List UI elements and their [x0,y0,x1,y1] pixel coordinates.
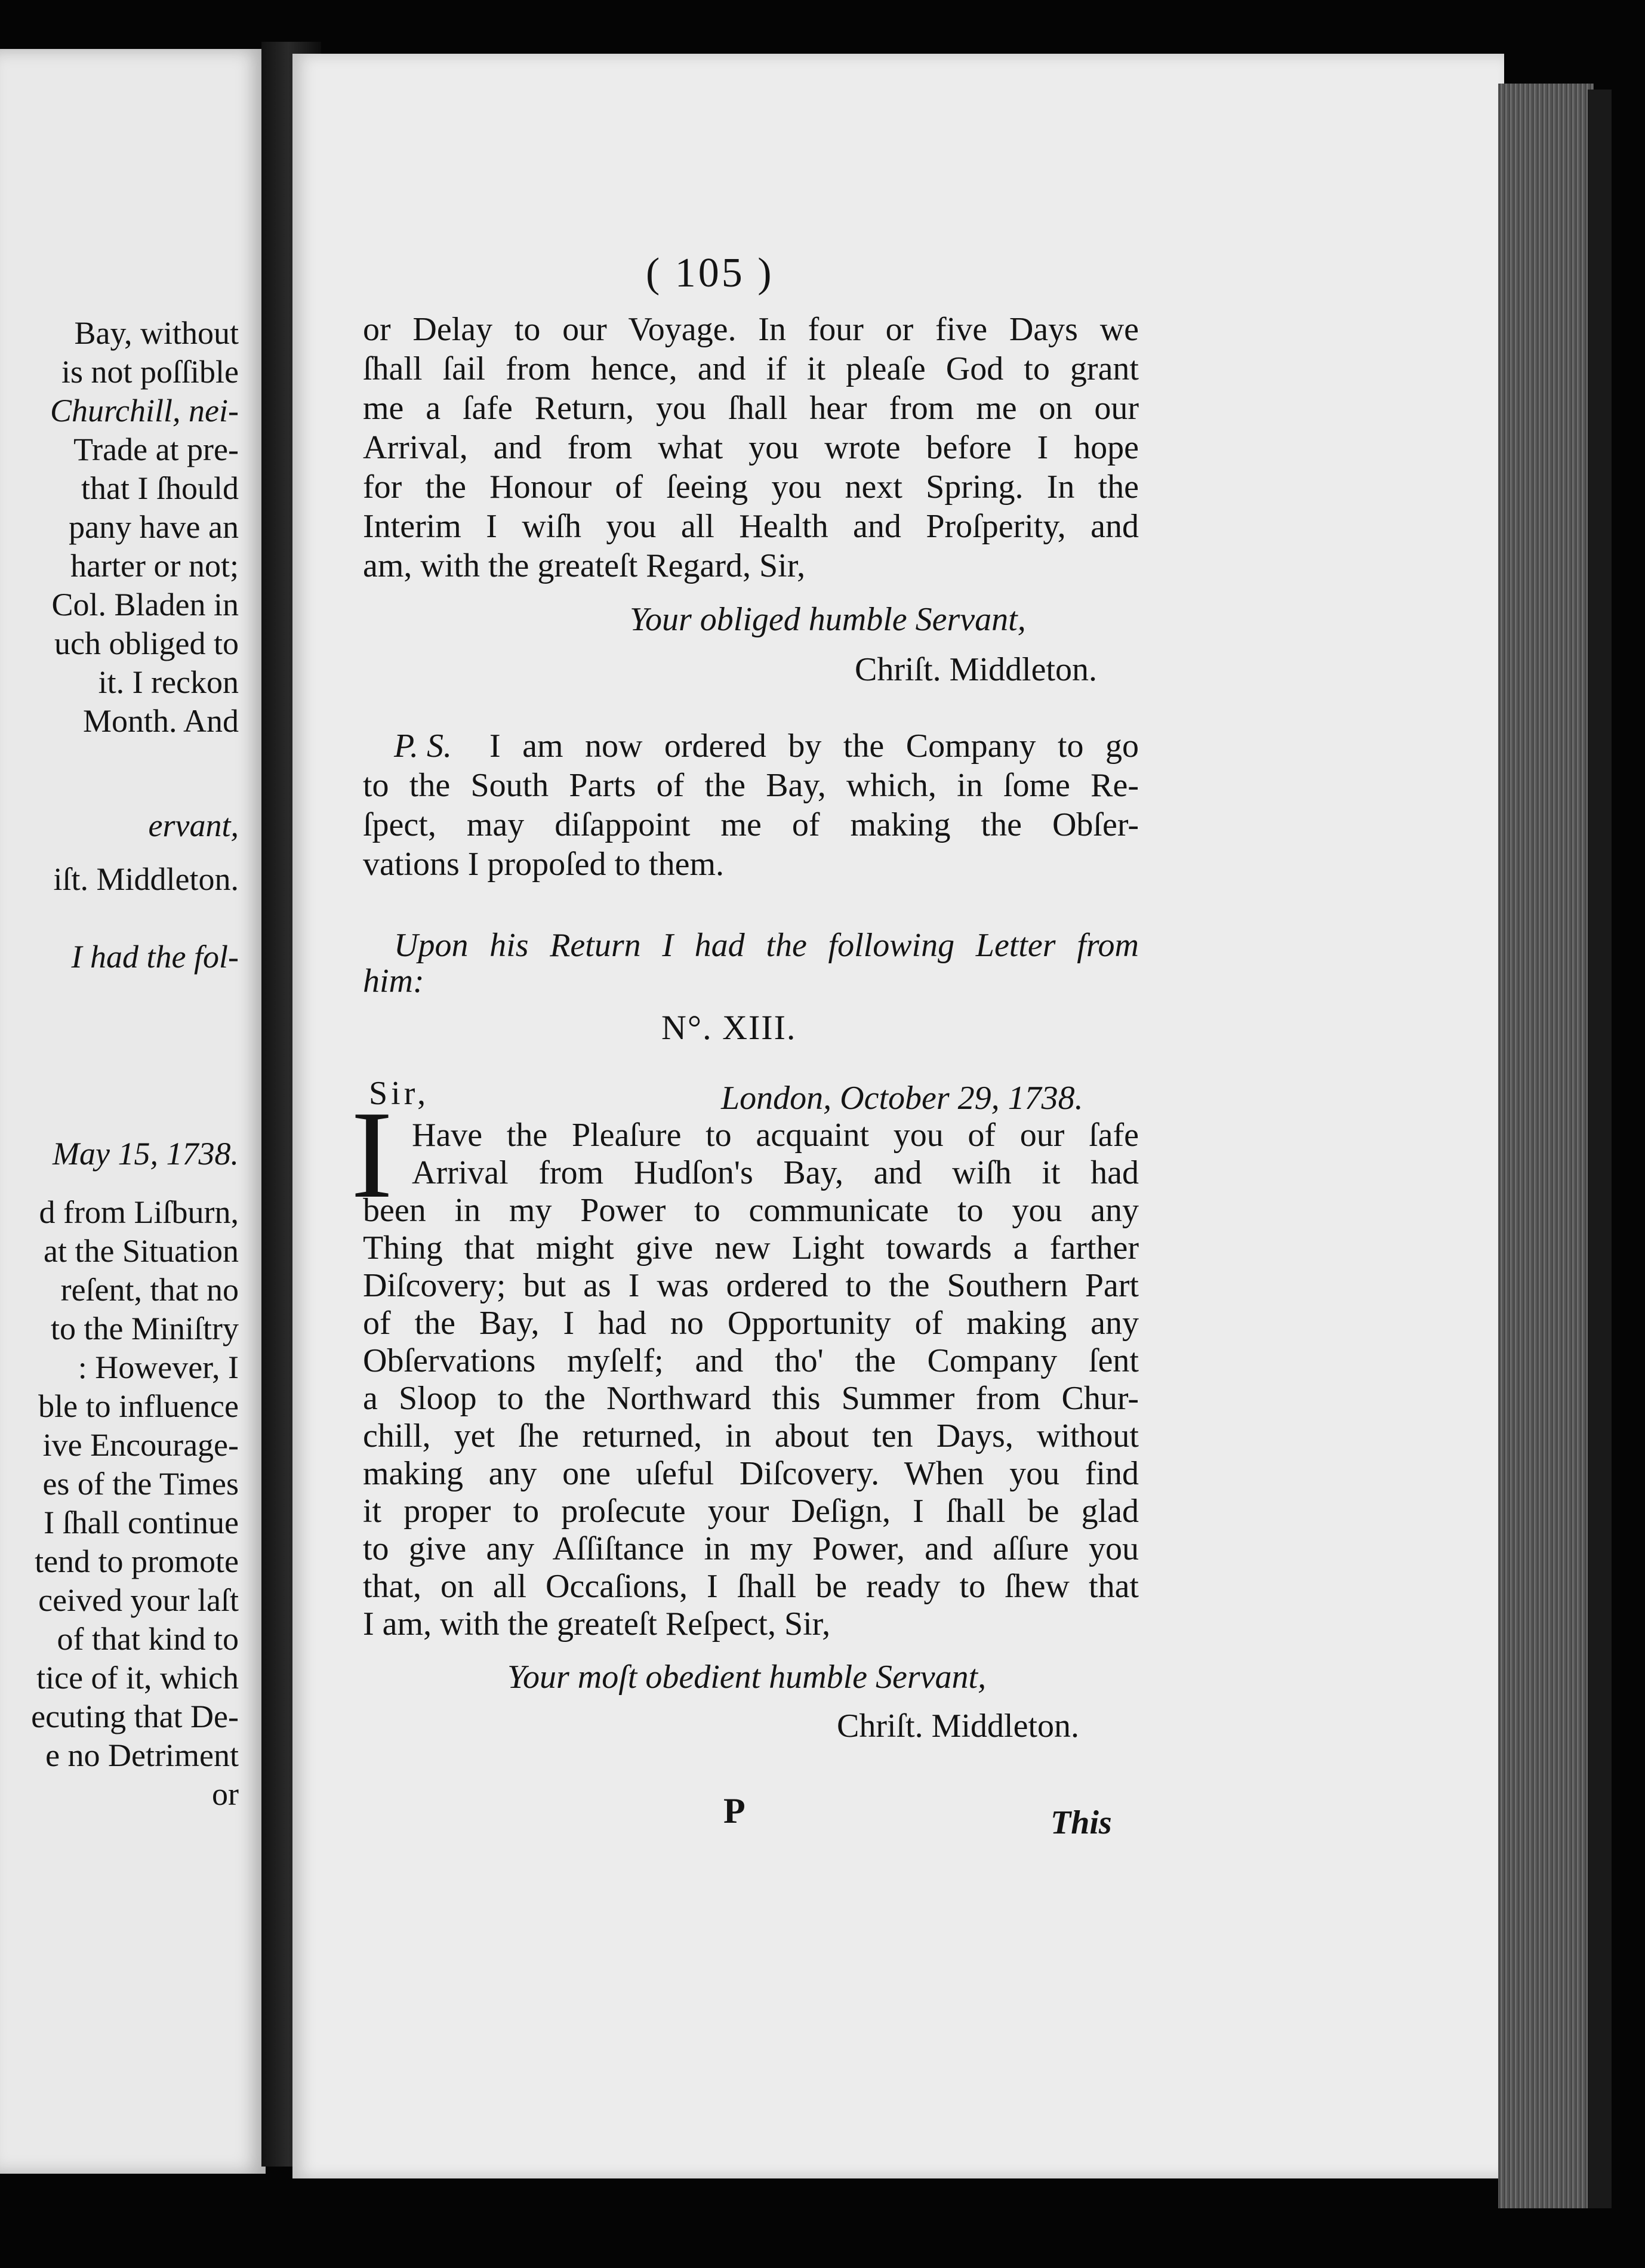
text-line: Arrival from Hudſon's Bay, and wiſh it had [412,1154,1139,1191]
text-line: to the South Parts of the Bay, which, in ſome Re- [363,767,1139,804]
page-edges-shadow [1588,90,1612,2208]
text-line: it proper to proſecute your Deſign, I ſhall be glad [363,1493,1139,1530]
left-line: tice of it, which [36,1660,239,1696]
left-line: I ſhall continue [44,1505,239,1540]
text-line: vations I propoſed to them. [363,846,725,883]
left-line: reſent, that no [60,1272,239,1308]
text-line: that, on all Occaſions, I ſhall be ready to ſhew that [363,1568,1139,1605]
left-line: ble to influence [38,1388,239,1424]
left-line: ecuting that De- [31,1699,239,1734]
text-line: to give any Aſſiſtance in my Power, and aſſure you [363,1530,1139,1567]
left-line: or [212,1776,239,1812]
left-line: May 15, 1738. [53,1136,239,1172]
left-line: iſt. Middleton. [53,861,239,897]
dateline: London, October 29, 1738. [721,1080,1083,1117]
text-line: for the Honour of ſeeing you next Spring. In the [363,469,1139,506]
text-line: chill, yet ſhe returned, in about ten Days, without [363,1417,1139,1455]
left-line: : However, I [78,1349,239,1385]
left-line: I had the fol- [71,939,239,975]
left-page [0,49,266,2174]
left-line: at the Situation [44,1233,239,1269]
catchword: This [1051,1804,1112,1841]
left-line: Month. And [82,703,239,739]
left-line: tend to promote [35,1543,239,1579]
left-line: that I ſhould [81,470,239,506]
text-line: been in my Power to communicate to you any [363,1192,1139,1229]
text-line: am, with the greateſt Regard, Sir, [363,547,806,584]
left-line: Trade at pre- [73,432,239,467]
left-line: to the Miniſtry [51,1311,239,1346]
text-line: a Sloop to the Northward this Summer from Chur- [363,1380,1139,1417]
text-line: Arrival, and from what you wrote before I hope [363,429,1139,466]
left-line: Churchill, nei- [50,393,239,429]
left-line: d from Liſburn, [39,1194,239,1230]
page-number: ( 105 ) [646,250,774,296]
ps-label: P. S. [394,728,452,765]
left-line: Col. Bladen in [51,587,239,623]
text-line: me a ſafe Return, you ſhall hear from me on our [363,390,1139,427]
signature-mark: P [723,1791,746,1831]
left-line: pany have an [69,509,239,545]
left-line: e no Detriment [45,1737,239,1773]
left-line: is not poſſible [61,354,239,390]
text-line: I am now ordered by the Company to go [489,728,1139,765]
left-line: uch obliged to [54,625,239,661]
left-line: ceived your laſt [38,1582,239,1618]
text-line: ſhall ſail from hence, and if it pleaſe God to grant [363,350,1139,387]
letter-heading: N°. XIII. [661,1008,797,1047]
left-line: Bay, without [74,315,239,351]
closing-line: Your moſt obedient humble Servant, [507,1659,987,1696]
text-line: I am, with the greateſt Reſpect, Sir, [363,1606,831,1643]
drop-cap: I [351,1086,393,1224]
signature: Chriſt. Middleton. [837,1708,1079,1745]
left-line: harter or not; [70,548,239,584]
text-line: Interim I wiſh you all Health and Proſperity, and [363,508,1139,545]
left-line: es of the Times [42,1466,239,1502]
signature: Chriſt. Middleton. [855,651,1097,688]
page-edges [1498,84,1594,2208]
text-line: Obſervations myſelf; and tho' the Company ſent [363,1342,1139,1379]
salutation: Sir, [369,1075,430,1112]
text-line: or Delay to our Voyage. In four or five Days we [363,311,1139,348]
text-line: making any one uſeful Diſcovery. When you find [363,1455,1139,1492]
closing-line: Your obliged humble Servant, [630,601,1026,638]
left-line: ive Encourage- [42,1427,239,1463]
intro-line: him: [363,963,424,1000]
text-line: Thing that might give new Light towards a farther [363,1229,1139,1266]
intro-line: Upon his Return I had the following Letter from [394,927,1139,964]
text-line: ſpect, may diſappoint me of making the Obſer- [363,806,1139,843]
left-line: ervant, [148,808,239,843]
left-line: of that kind to [57,1621,239,1657]
text-line: Diſcovery; but as I was ordered to the Southern Part [363,1267,1139,1304]
left-line: it. I reckon [98,664,239,700]
text-line: Have the Pleaſure to acquaint you of our ſafe [412,1117,1139,1154]
text-line: of the Bay, I had no Opportunity of making any [363,1305,1139,1342]
